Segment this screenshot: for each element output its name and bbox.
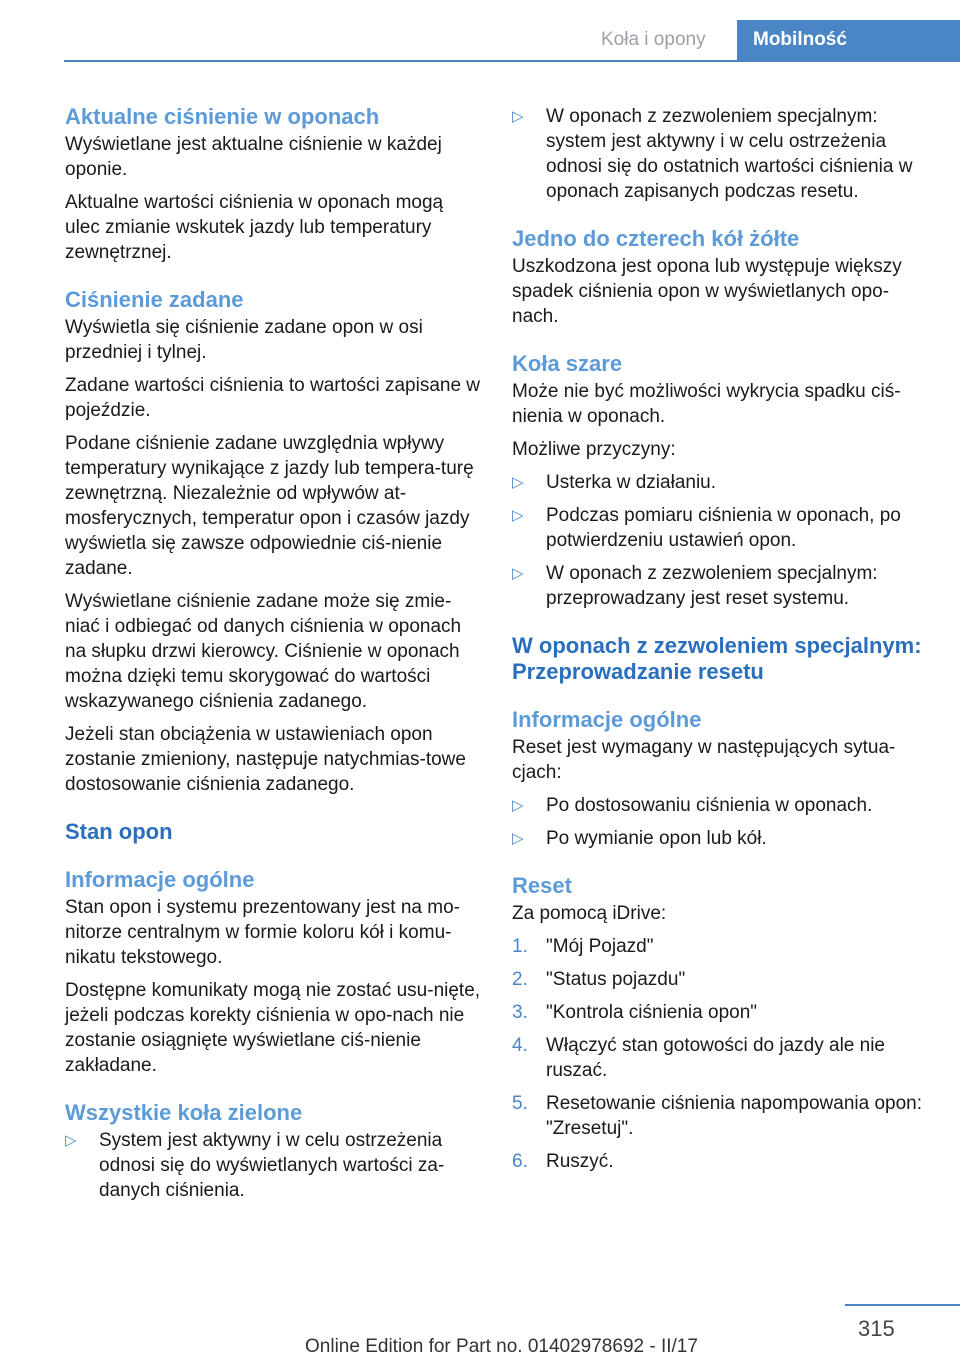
bullet-list [512,470,932,611]
list-item [512,104,932,204]
paragraph: Zadane wartości ciśnienia to wartości zapisane w pojeździe. [65,375,481,421]
step-text: Ruszyć. [546,1151,614,1172]
left-column [65,100,481,1211]
list-item-text: Po dostosowaniu ciśnienia w oponach. [546,795,873,816]
list-item [512,793,932,818]
triangle-bullet-icon: ▷ [65,1132,77,1149]
step-text: "Mój Pojazd" [546,936,654,957]
step-item [512,1033,932,1083]
paragraph: Uszkodzona jest opona lub występuje większy spadek ciśnienia opon w wyświetlanych opo-nach. [512,256,902,327]
bullet-list [65,1128,481,1203]
list-item-text: Po wymianie opon lub kół. [546,828,767,849]
heading-all-wheels-green: Wszystkie koła zielone [65,1100,303,1125]
paragraph: Wyświetlane ciśnienie zadane może się zmie-niać i odbiegać od danych ciśnienia w oponach na słupku drzwi kierowcy. Ciśnienie w oponach można dzięki temu skorygować do wartości wskazywanego ciśnienia zadanego. [65,591,462,712]
heading-current-pressure: Aktualne ciśnienie w oponach [65,104,380,129]
list-item-text: W oponach z zezwoleniem specjalnym: system jest aktywny i w celu ostrzeżenia odnosi się do ostatnich wartości ciśnienia w oponach zapisanych podczas resetu. [546,106,913,202]
list-item-text: Podczas pomiaru ciśnienia w oponach, po potwierdzeniu ustawień opon. [546,505,901,551]
right-column [512,100,932,1182]
triangle-bullet-icon: ▷ [512,108,524,125]
header-rule [64,60,960,62]
list-item [65,1128,481,1203]
step-number: 2. [512,969,528,990]
step-text: Resetowanie ciśnienia napompowania opon: "Zresetuj". [546,1093,923,1139]
paragraph: Reset jest wymagany w następujących sytua-cjach: [512,737,896,783]
triangle-bullet-icon: ▷ [512,830,524,847]
step-text: "Status pojazdu" [546,969,686,990]
list-item-text: System jest aktywny i w celu ostrzeżenia odnosi się do wyświetlanych wartości za-danych ciśnienia. [99,1130,445,1201]
list-item-text: Usterka w działaniu. [546,472,717,493]
reset-steps-list [512,934,932,1174]
triangle-bullet-icon: ▷ [512,797,524,814]
paragraph: Wyświetla się ciśnienie zadane opon w osi przedniej i tylnej. [65,317,423,363]
step-number: 3. [512,1002,528,1023]
paragraph: Wyświetlane jest aktualne ciśnienie w każdej oponie. [65,134,442,180]
step-text: "Kontrola ciśnienia opon" [546,1002,758,1023]
heading-grey-wheels: Koła szare [512,351,623,376]
edition-footer: Online Edition for Part no. 01402978692 - II/17 [305,1336,698,1357]
paragraph: Stan opon i systemu prezentowany jest na mo-nitorze centralnym w formie koloru kół i komu-nikatu tekstowego. [65,897,460,968]
paragraph: Aktualne wartości ciśnienia w oponach mogą ulec zmianie wskutek jazdy lub temperatury zewnętrznej. [65,192,444,263]
list-item [512,561,932,611]
step-number: 6. [512,1151,528,1172]
list-item [512,470,932,495]
triangle-bullet-icon: ▷ [512,565,524,582]
step-item [512,1091,932,1141]
triangle-bullet-icon: ▷ [512,507,524,524]
triangle-bullet-icon: ▷ [512,474,524,491]
paragraph: Za pomocą iDrive: [512,903,667,924]
step-number: 4. [512,1035,528,1056]
step-item [512,934,932,959]
list-item [512,826,932,851]
paragraph: Może nie być możliwości wykrycia spadku ciś-nienia w oponach. [512,381,901,427]
heading-general-info: Informacje ogólne [65,867,255,892]
heading-yellow-wheels: Jedno do czterech kół żółte [512,226,800,251]
paragraph: Dostępne komunikaty mogą nie zostać usu-nięte, jeżeli podczas korekty ciśnienia w opo-nach nie zostanie osiągnięte wyświetlane ciś-nienie zakładane. [65,980,481,1076]
page-number: 315 [858,1316,895,1341]
bullet-list [512,104,932,204]
heading-tire-status: Stan opon [65,819,173,844]
step-text: Włączyć stan gotowości do jazdy ale nie ruszać. [546,1035,885,1081]
header-section-title: Koła i opony [601,29,706,50]
paragraph: Możliwe przyczyny: [512,439,676,460]
footer-rule [845,1304,960,1306]
step-number: 1. [512,936,528,957]
heading-special-tires-reset: W oponach z zezwoleniem specjalnym: Przeprowadzanie resetu [512,633,922,684]
step-item [512,1149,932,1174]
paragraph: Jeżeli stan obciążenia w ustawieniach opon zostanie zmieniony, następuje natychmias-towe dostosowanie ciśnienia zadanego. [65,724,466,795]
heading-reset: Reset [512,873,572,898]
step-item [512,967,932,992]
list-item [512,503,932,553]
heading-target-pressure: Ciśnienie zadane [65,287,244,312]
header-chapter-tab: Mobilność [737,20,960,60]
step-number: 5. [512,1093,528,1114]
list-item-text: W oponach z zezwoleniem specjalnym: przeprowadzany jest reset systemu. [546,563,878,609]
heading-general-info: Informacje ogólne [512,707,702,732]
bullet-list [512,793,932,851]
step-item [512,1000,932,1025]
paragraph: Podane ciśnienie zadane uwzględnia wpływy temperatury wynikające z jazdy lub tempera-turę zewnętrzną. Niezależnie od wpływów at-mosferycznych, temperatur opon i czasów jazdy wyświetla się zawsze odpowiednie ciś-nienie zadane. [65,433,474,579]
